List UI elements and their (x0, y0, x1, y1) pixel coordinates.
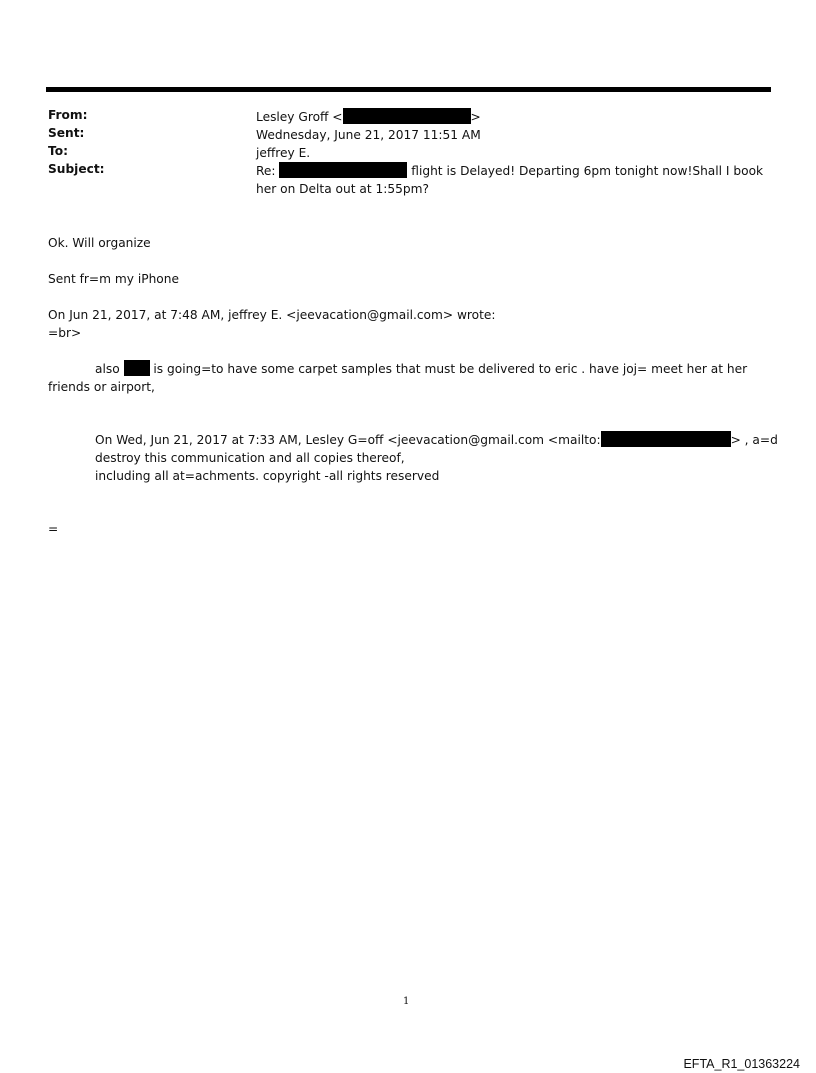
quote1-also: also (95, 362, 120, 376)
from-label: From: (48, 108, 88, 122)
quote1-text1: is going=to have some carpet samples that must be delivered to eric . have joj= meet her at her (153, 362, 748, 376)
subject-line2: her on Delta out at 1:55pm? (256, 182, 429, 196)
quote1-line2: friends or airport, (48, 380, 155, 394)
quote1-header: On Jun 21, 2017, at 7:48 AM, jeffrey E. <jeevacation@gmail.com> wrote: (48, 308, 496, 322)
document-id: EFTA_R1_01363224 (683, 1057, 800, 1071)
sent-label: Sent: (48, 126, 85, 140)
header-rule (46, 87, 771, 92)
quote1-br: =br> (48, 326, 82, 340)
equals-line: = (48, 522, 59, 536)
redaction-box (279, 162, 407, 178)
signature-text: Sent fr=m my iPhone (48, 272, 179, 286)
to-value: jeffrey E. (256, 146, 311, 160)
quote2-line1b: > , a=d (730, 433, 778, 447)
redaction-box (601, 431, 731, 447)
quote2-line1 (95, 431, 778, 449)
from-value (256, 108, 776, 126)
reply-text: Ok. Will organize (48, 236, 151, 250)
subject-label: Subject: (48, 162, 105, 176)
from-end: > (470, 110, 481, 124)
subject-value (256, 162, 776, 180)
to-label: To: (48, 144, 68, 158)
redaction-box (343, 108, 471, 124)
quote2-line3: including all at=achments. copyright -all rights reserved (95, 469, 440, 483)
quote2-line1a: On Wed, Jun 21, 2017 at 7:33 AM, Lesley G=off <jeevacation@gmail.com <mailto: (95, 433, 601, 447)
sent-value: Wednesday, June 21, 2017 11:51 AM (256, 128, 481, 142)
page-number: 1 (403, 996, 410, 1007)
quote2-line2: destroy this communication and all copies thereof, (95, 451, 405, 465)
quote1-line1 (95, 360, 747, 378)
subject-prefix: Re: (256, 164, 276, 178)
from-name: Lesley Groff < (256, 110, 343, 124)
redaction-box (124, 360, 150, 376)
subject-line1: flight is Delayed! Departing 6pm tonight now!Shall I book (411, 164, 764, 178)
